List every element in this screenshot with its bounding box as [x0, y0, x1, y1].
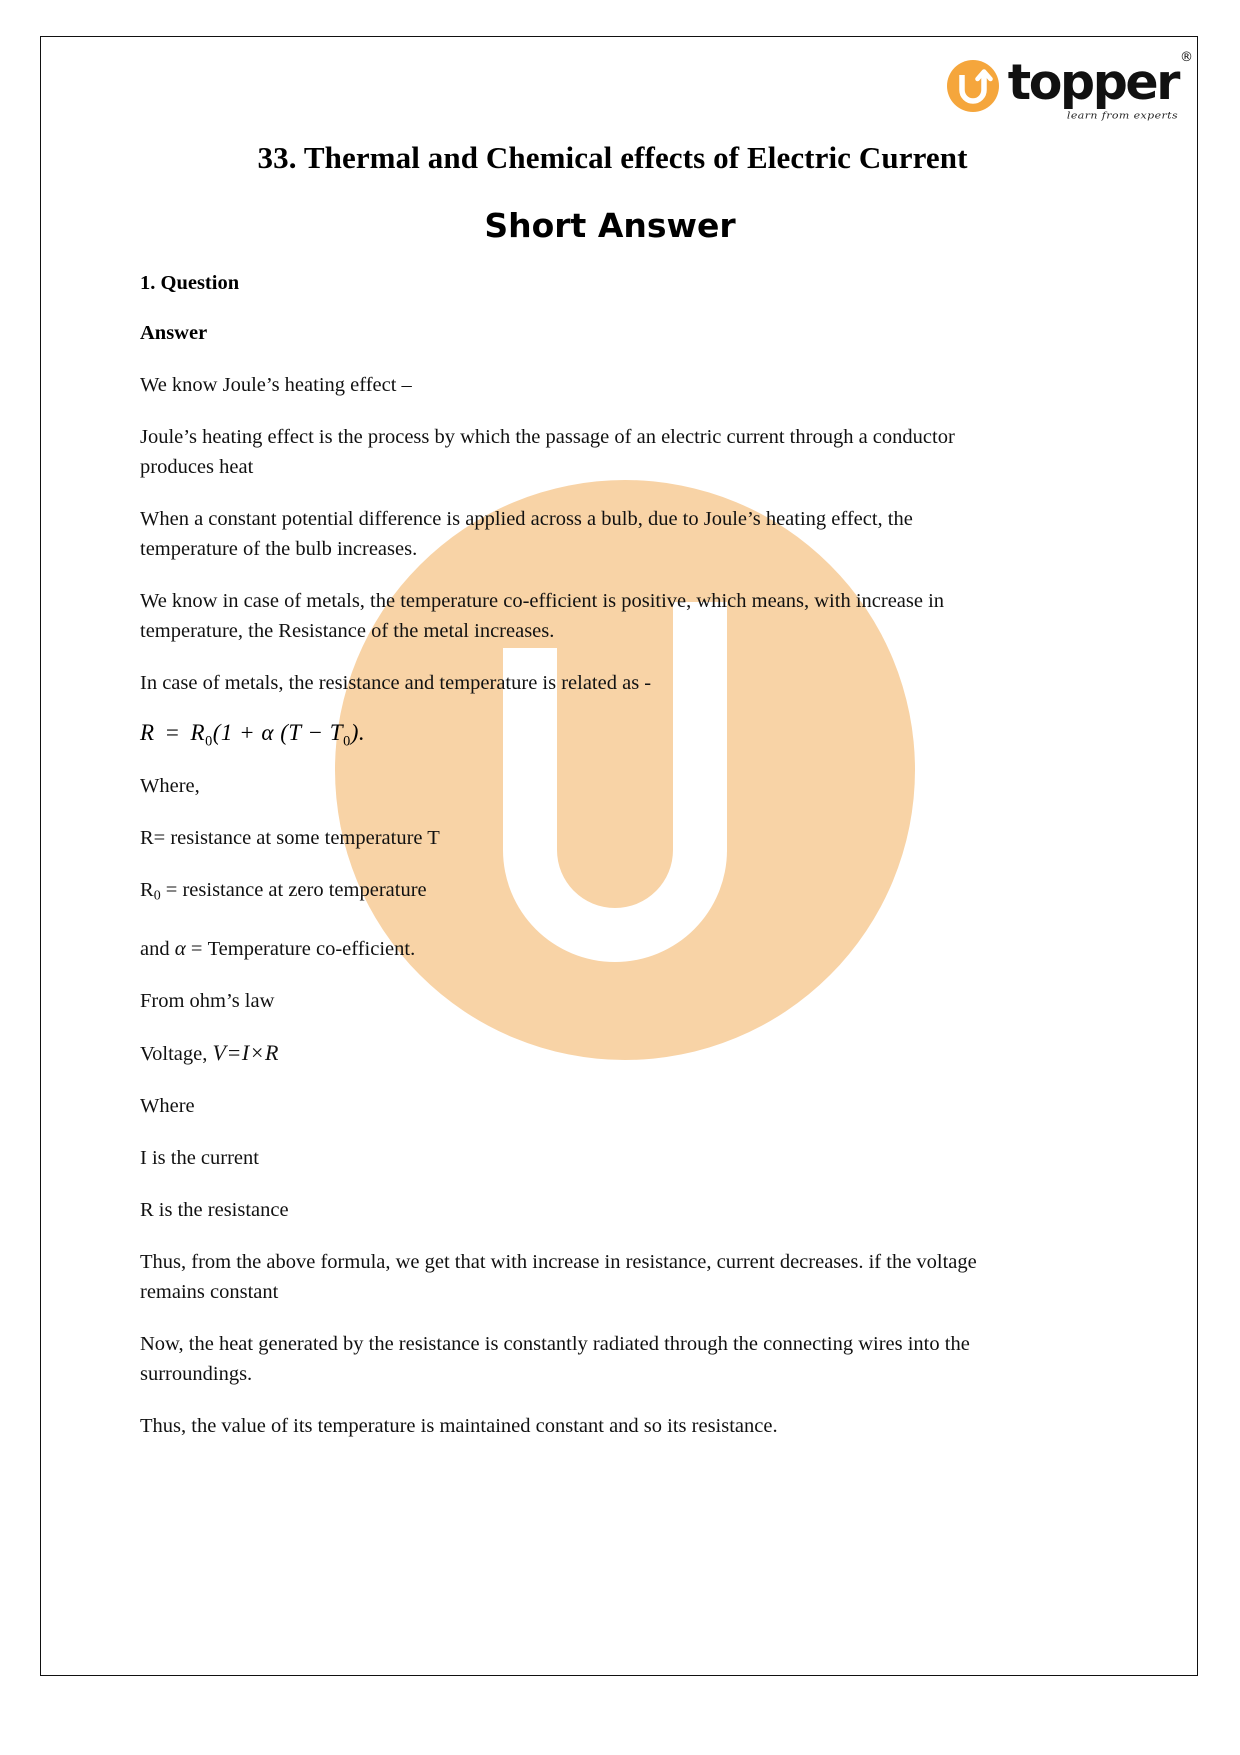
paragraph-5: In case of metals, the resistance and temperature is related as -	[140, 672, 652, 694]
topper-logo	[947, 50, 1193, 121]
paragraph-where: Where,	[140, 774, 200, 797]
page-title: 33. Thermal and Chemical effects of Electric Current	[257, 140, 968, 175]
eq2-equals: =	[226, 1040, 242, 1066]
paragraph-voltage-equation	[140, 1038, 978, 1069]
r0-subscript: 0	[153, 888, 161, 904]
answer-label: Answer	[140, 322, 208, 344]
logo-tagline: learn from experts	[1066, 110, 1178, 121]
eq1-body: (1 + α (T − T	[212, 720, 344, 745]
eq2-i: I	[241, 1040, 250, 1066]
answer-body	[140, 272, 978, 1463]
paragraph-I-def: I is the current	[140, 1147, 259, 1170]
question-label: 1. Question	[140, 272, 240, 294]
r0-definition: = resistance at zero temperature	[160, 878, 427, 901]
registered-mark: ®	[1180, 50, 1193, 65]
voltage-label: Voltage,	[140, 1043, 208, 1066]
paragraph-conclusion-3: Thus, the value of its temperature is maintained constant and so its resistance.	[140, 1415, 778, 1438]
eq1-r0: R	[190, 720, 206, 745]
paragraph-4: We know in case of metals, the temperature co-efficient is positive, which means, with increase in temperature, the Resistance of the metal increases.	[140, 590, 945, 642]
eq1-sub-0: 0	[205, 733, 213, 750]
paragraph-1: We know Joule’s heating effect –	[140, 374, 412, 396]
alpha-symbol: α	[174, 936, 186, 961]
paragraph-conclusion-1: Thus, from the above formula, we get that with increase in resistance, current decreases. if the voltage remains constant	[140, 1251, 977, 1304]
paragraph-3: When a constant potential difference is applied across a bulb, due to Joule’s heating effect, the temperature of the bulb increases.	[140, 508, 913, 560]
paragraph-ohms-law: From ohm’s law	[140, 990, 275, 1013]
eq1-tail: ).	[350, 720, 366, 745]
eq1-equals: =	[165, 720, 180, 745]
section-heading: Short Answer	[484, 206, 736, 245]
paragraph-R0-def	[140, 875, 978, 911]
paragraph-alpha-def	[140, 933, 978, 964]
r0-symbol: R	[140, 878, 154, 901]
paragraph-R-def-2: R is the resistance	[140, 1199, 289, 1222]
eq2-r: R	[265, 1040, 279, 1066]
eq2-v: V	[212, 1040, 227, 1066]
equation-resistance-temperature	[140, 720, 978, 751]
paragraph-conclusion-2: Now, the heat generated by the resistance is constantly radiated through the connecting wires into the surroundings.	[140, 1333, 970, 1386]
alpha-definition: = Temperature co-efficient.	[185, 938, 416, 961]
paragraph-where-2: Where	[140, 1095, 195, 1118]
eq2-times: ×	[249, 1040, 266, 1066]
paragraph-R-def: R= resistance at some temperature T	[140, 826, 440, 849]
eq1-sub-0b: 0	[343, 733, 351, 750]
logo-wordmark: topper	[1007, 54, 1178, 111]
alpha-prefix: and	[140, 938, 175, 961]
u-arrow-logo-icon	[947, 60, 999, 112]
paragraph-2: Joule’s heating effect is the process by which the passage of an electric current through a conductor produces heat	[140, 426, 955, 478]
eq1-lhs: R	[140, 720, 155, 745]
